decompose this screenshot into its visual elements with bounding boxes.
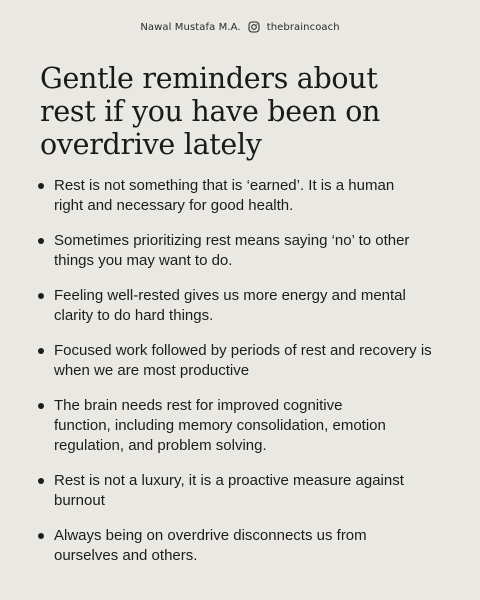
bullet-icon (38, 293, 44, 299)
title-line: Gentle reminders about (40, 62, 378, 95)
list-item-text: function, including memory consolidation, emotion (54, 417, 386, 434)
list-item-text: Rest is not something that is ‘earned’. It is a human (54, 177, 395, 194)
list-item-text: Always being on overdrive disconnects us from (54, 527, 367, 544)
list-item-text: regulation, and problem solving. (54, 437, 267, 454)
list-item-text: Sometimes prioritizing rest means saying ‘no’ to other (54, 232, 410, 249)
bullet-icon (38, 403, 44, 409)
list-item (36, 176, 474, 216)
list-item-text: when we are most productive (54, 362, 250, 379)
reminder-list (36, 176, 474, 581)
bullet-icon (38, 478, 44, 484)
list-item-text: clarity to do hard things. (54, 307, 214, 324)
list-item-text: things you may want to do. (54, 252, 233, 269)
list-item-text: Rest is not a luxury, it is a proactive measure against (54, 472, 404, 489)
instagram-handle: thebraincoach (266, 21, 340, 33)
bullet-icon (38, 238, 44, 244)
list-item (36, 471, 474, 511)
list-item (36, 231, 474, 271)
list-item-text: The brain needs rest for improved cognitive (54, 397, 343, 414)
instagram-icon (248, 21, 260, 33)
bullet-icon (38, 533, 44, 539)
list-item (36, 341, 474, 381)
list-item (36, 396, 474, 456)
list-item-text: right and necessary for good health. (54, 197, 294, 214)
list-item-text: ourselves and others. (54, 547, 198, 564)
list-item-text: Feeling well-rested gives us more energy and mental (54, 287, 406, 304)
page-title (40, 62, 460, 161)
list-item-text: burnout (54, 492, 105, 509)
author-name: Nawal Mustafa M.A. (140, 21, 241, 33)
bullet-icon (38, 183, 44, 189)
title-line: overdrive lately (40, 128, 262, 161)
title-line: rest if you have been on (40, 95, 381, 128)
list-item (36, 286, 474, 326)
bullet-icon (38, 348, 44, 354)
list-item (36, 526, 474, 566)
header (0, 21, 480, 33)
list-item-text: Focused work followed by periods of rest and recovery is (54, 342, 432, 359)
